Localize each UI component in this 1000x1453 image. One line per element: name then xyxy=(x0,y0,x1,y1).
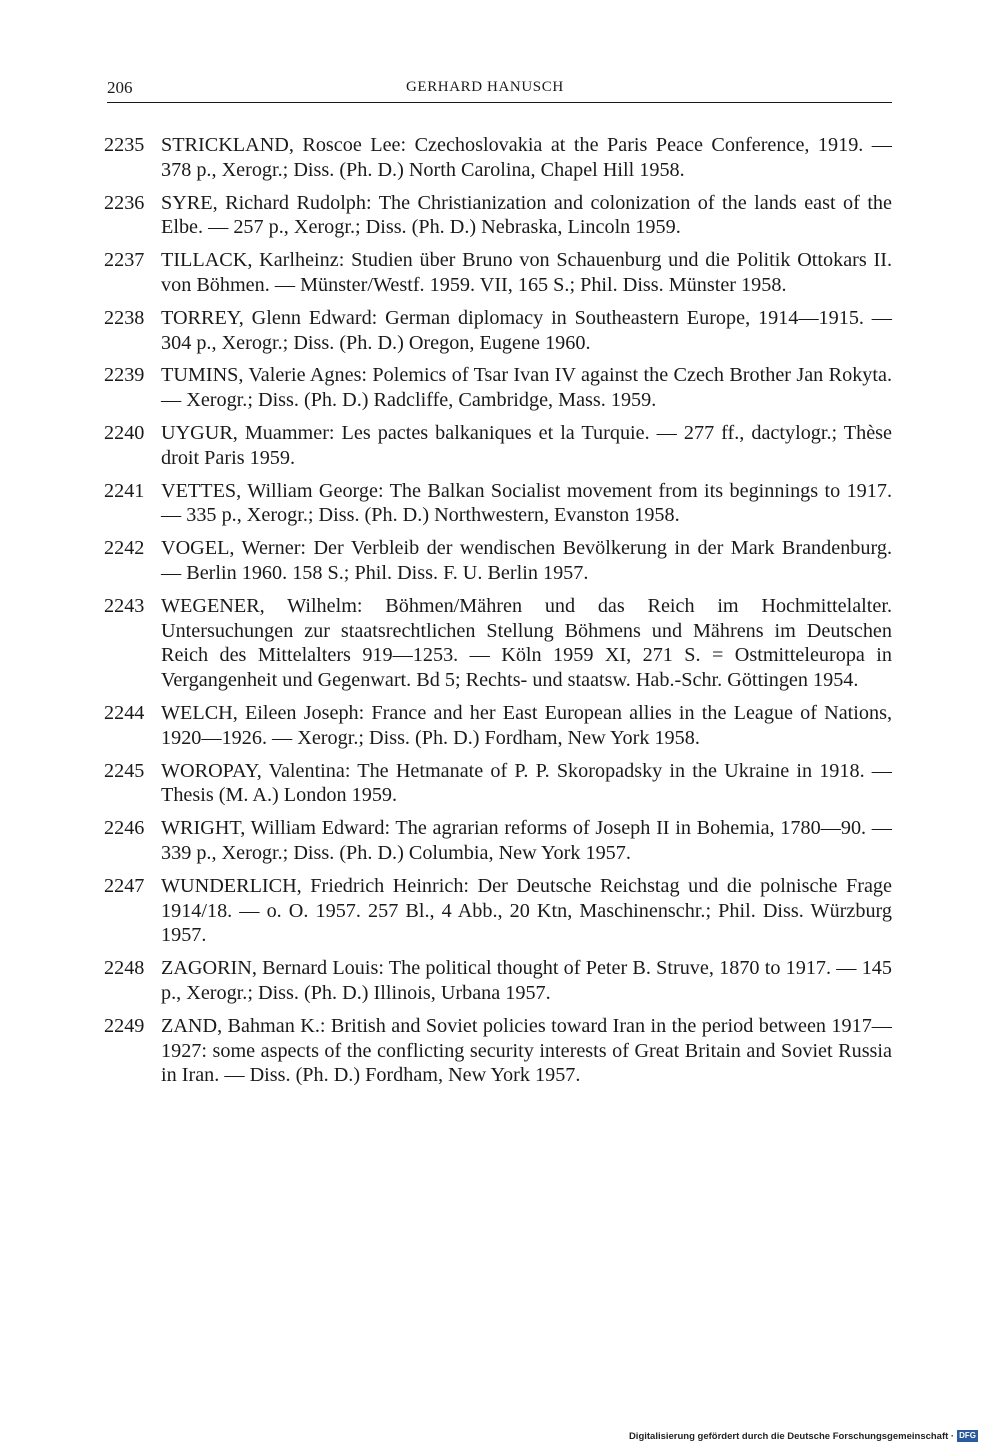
entry-number: 2240 xyxy=(104,421,145,444)
dfg-logo: DFG xyxy=(959,1431,976,1440)
entry-number: 2241 xyxy=(104,479,145,502)
bibliography-entry xyxy=(104,816,892,866)
entry-text: ZAND, Bahman K.: British and Soviet policies toward Iran in the period between 1917—1927: some aspects of the conflicting security interests of Great Britain and Soviet Russia in Iran. — Diss. (Ph. D.) Fordham, New York 1957. xyxy=(161,1014,892,1087)
credit-text: Digitalisierung gefördert durch die Deutsche Forschungsgemeinschaft · xyxy=(628,1430,955,1442)
bibliography-entry xyxy=(104,421,892,471)
entry-text: SYRE, Richard Rudolph: The Christianization and colonization of the lands east of the Elbe. — 257 p., Xerogr.; Diss. (Ph. D.) Nebraska, Lincoln 1959. xyxy=(161,191,892,239)
bibliography-entry xyxy=(104,594,892,693)
bibliography-entry xyxy=(104,133,892,183)
entry-number: 2245 xyxy=(104,759,145,782)
bibliography-entry xyxy=(104,956,892,1006)
entry-text: WOROPAY, Valentina: The Hetmanate of P. P. Skoropadsky in the Ukraine in 1918. — Thesis (M. A.) London 1959. xyxy=(161,759,892,807)
bibliography-entry xyxy=(104,191,892,241)
page-header xyxy=(107,78,892,103)
entry-number: 2244 xyxy=(104,701,145,724)
digitization-credit xyxy=(629,1430,978,1442)
bibliography-entry xyxy=(104,248,892,298)
entry-text: ZAGORIN, Bernard Louis: The political thought of Peter B. Struve, 1870 to 1917. — 145 p., Xerogr.; Diss. (Ph. D.) Illinois, Urbana 1957. xyxy=(161,957,892,1004)
page-number: 206 xyxy=(107,78,133,97)
bibliography-entry xyxy=(104,363,892,413)
entry-number: 2236 xyxy=(104,191,145,214)
entry-text: TORREY, Glenn Edward: German diplomacy in Southeastern Europe, 1914—1915. — 304 p., Xerogr.; Diss. (Ph. D.) Oregon, Eugene 1960. xyxy=(161,306,892,354)
bibliography-entry xyxy=(104,306,892,356)
bibliography-entry xyxy=(104,479,892,529)
entry-number: 2247 xyxy=(104,874,145,897)
entry-text: VOGEL, Werner: Der Verbleib der wendischen Bevölkerung in der Mark Brandenburg. — Berlin 1960. 158 S.; Phil. Diss. F. U. Berlin 1957. xyxy=(161,537,892,584)
bibliography-entry xyxy=(104,701,892,751)
entry-number: 2243 xyxy=(104,594,145,617)
entry-text: WELCH, Eileen Joseph: France and her East European allies in the League of Nations, 1920—1926. — Xerogr.; Diss. (Ph. D.) Fordham, New York 1958. xyxy=(161,701,892,749)
entry-number: 2248 xyxy=(104,957,145,980)
entry-text: WEGENER, Wilhelm: Böhmen/Mähren und das Reich im Hochmittelalter. Untersuchungen zur staatsrechtlichen Stellung Böhmens und Mährens im Deutschen Reich des Mittelalters 919—1253. — Köln 1959 XI, 271 S. = Ostmitteleuropa in Vergangenheit und Gegenwart. Bd 5; Rechts- und staatsw. Hab.-Schr. Göttingen 1954. xyxy=(161,594,892,692)
entry-text: TILLACK, Karlheinz: Studien über Bruno von Schauenburg und die Politik Ottokars II. von Böhmen. — Münster/Westf. 1959. VII, 165 S.; Phil. Diss. Münster 1958. xyxy=(161,249,892,296)
entry-number: 2235 xyxy=(104,134,145,156)
entry-number: 2246 xyxy=(104,817,145,840)
entry-text: VETTES, William George: The Balkan Socialist movement from its beginnings to 1917. — 335 p., Xerogr.; Diss. (Ph. D.) Northwestern, Evanston 1958. xyxy=(161,479,892,527)
entry-number: 2237 xyxy=(104,249,145,272)
bibliography-entry xyxy=(104,874,892,948)
bibliography-entry xyxy=(104,536,892,586)
bibliography-entry xyxy=(104,1014,892,1088)
bibliography-list xyxy=(104,133,892,1096)
entry-number: 2249 xyxy=(104,1014,145,1037)
entry-text: TUMINS, Valerie Agnes: Polemics of Tsar Ivan IV against the Czech Brother Jan Rokyta. — Xerogr.; Diss. (Ph. D.) Radcliffe, Cambridge, Mass. 1959. xyxy=(161,364,892,412)
entry-number: 2242 xyxy=(104,537,145,560)
running-title: GERHARD HANUSCH xyxy=(406,79,564,95)
entry-number: 2238 xyxy=(104,306,145,329)
entry-text: WRIGHT, William Edward: The agrarian reforms of Joseph II in Bohemia, 1780—90. — 339 p., Xerogr.; Diss. (Ph. D.) Columbia, New York 1957. xyxy=(161,817,892,864)
entry-text: WUNDERLICH, Friedrich Heinrich: Der Deutsche Reichstag und die polnische Frage 1914/18. — o. O. 1957. 257 Bl., 4 Abb., 20 Ktn, Maschinenschr.; Phil. Diss. Würzburg 1957. xyxy=(161,874,892,947)
entry-text: STRICKLAND, Roscoe Lee: Czechoslovakia at the Paris Peace Conference, 1919. — 378 p., Xerogr.; Diss. (Ph. D.) North Carolina, Chapel Hill 1958. xyxy=(161,134,892,181)
bibliography-entry xyxy=(104,759,892,809)
entry-number: 2239 xyxy=(104,364,145,387)
entry-text: UYGUR, Muammer: Les pactes balkaniques et la Turquie. — 277 ff., dactylogr.; Thèse droit Paris 1959. xyxy=(161,421,892,469)
